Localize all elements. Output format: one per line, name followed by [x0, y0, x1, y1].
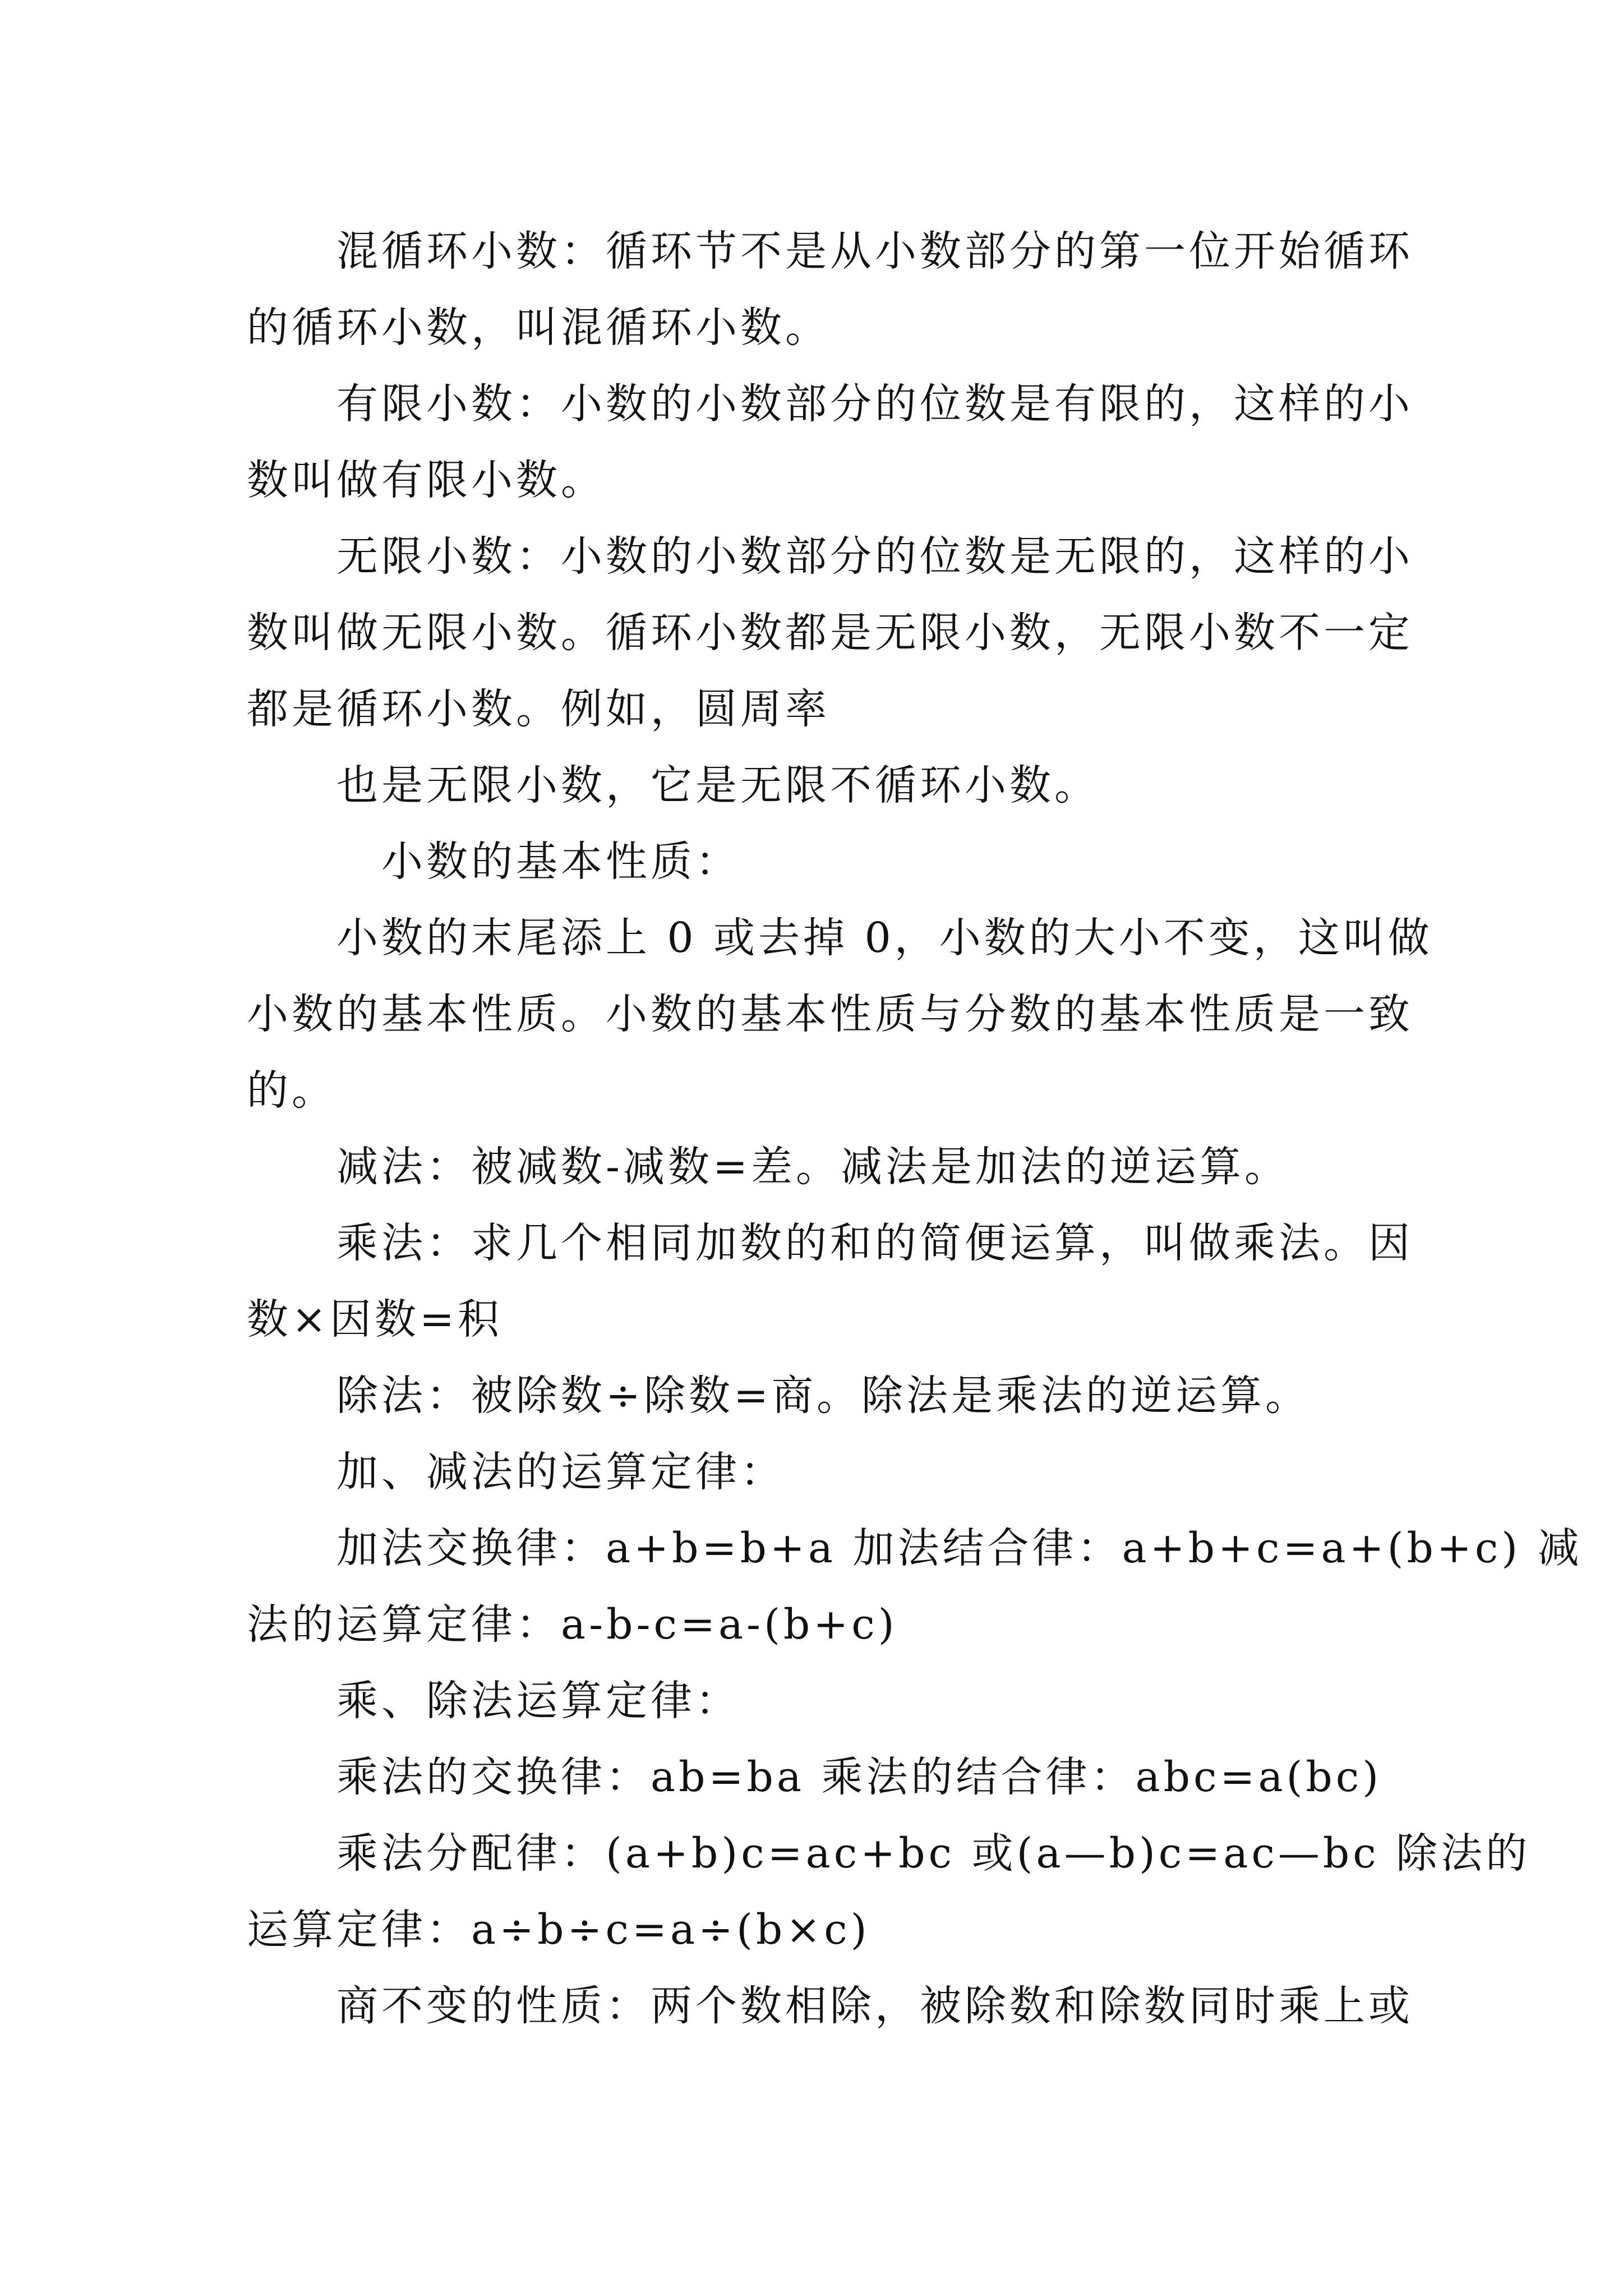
- document-page: [247, 213, 1583, 2044]
- paragraph-line: 的。: [247, 1066, 336, 1115]
- paragraph-line: 除法：被除数÷除数=商。除法是乘法的逆运算。: [336, 1372, 1311, 1420]
- paragraph-line: 的循环小数，叫混循环小数。: [247, 303, 830, 352]
- paragraph-line: 乘法的交换律：ab=ba 乘法的结合律：abc=a(bc): [336, 1753, 1382, 1801]
- paragraph-line: 数叫做有限小数。: [247, 456, 606, 504]
- paragraph-line: 法的运算定律：a-b-c=a-(b+c): [247, 1600, 898, 1649]
- paragraph-line: 数叫做无限小数。循环小数都是无限小数，无限小数不一定: [247, 609, 1413, 657]
- section-heading: 加、减法的运算定律：: [336, 1448, 785, 1496]
- section-heading: 小数的基本性质：: [381, 838, 740, 886]
- paragraph-line: 有限小数：小数的小数部分的位数是有限的，这样的小: [336, 380, 1413, 428]
- paragraph-line: 乘法分配律：(a+b)c=ac+bc 或(a—b)c=ac—bc 除法的: [336, 1829, 1531, 1878]
- paragraph-line: 都是循环小数。例如，圆周率: [247, 685, 830, 733]
- paragraph-line: 无限小数：小数的小数部分的位数是无限的，这样的小: [336, 532, 1413, 581]
- paragraph-line: 小数的末尾添上 0 或去掉 0，小数的大小不变，这叫做: [336, 914, 1433, 962]
- paragraph-line: 乘法：求几个相同加数的和的简便运算，叫做乘法。因: [336, 1219, 1413, 1267]
- paragraph-line: 减法：被减数-减数=差。减法是加法的逆运算。: [336, 1143, 1290, 1191]
- paragraph-line: 商不变的性质：两个数相除，被除数和除数同时乘上或: [336, 1982, 1413, 2030]
- paragraph-line: 小数的基本性质。小数的基本性质与分数的基本性质是一致: [247, 990, 1413, 1038]
- paragraph-line: 混循环小数：循环节不是从小数部分的第一位开始循环: [336, 227, 1413, 275]
- paragraph-line: 加法交换律：a+b=b+a 加法结合律：a+b+c=a+(b+c) 减: [336, 1524, 1583, 1572]
- paragraph-line: 运算定律：a÷b÷c=a÷(b×c): [247, 1906, 870, 1954]
- section-heading: 乘、除法运算定律：: [336, 1677, 740, 1725]
- paragraph-line: 数×因数=积: [247, 1295, 503, 1343]
- paragraph-line: 也是无限小数，它是无限不循环小数。: [336, 761, 1099, 809]
